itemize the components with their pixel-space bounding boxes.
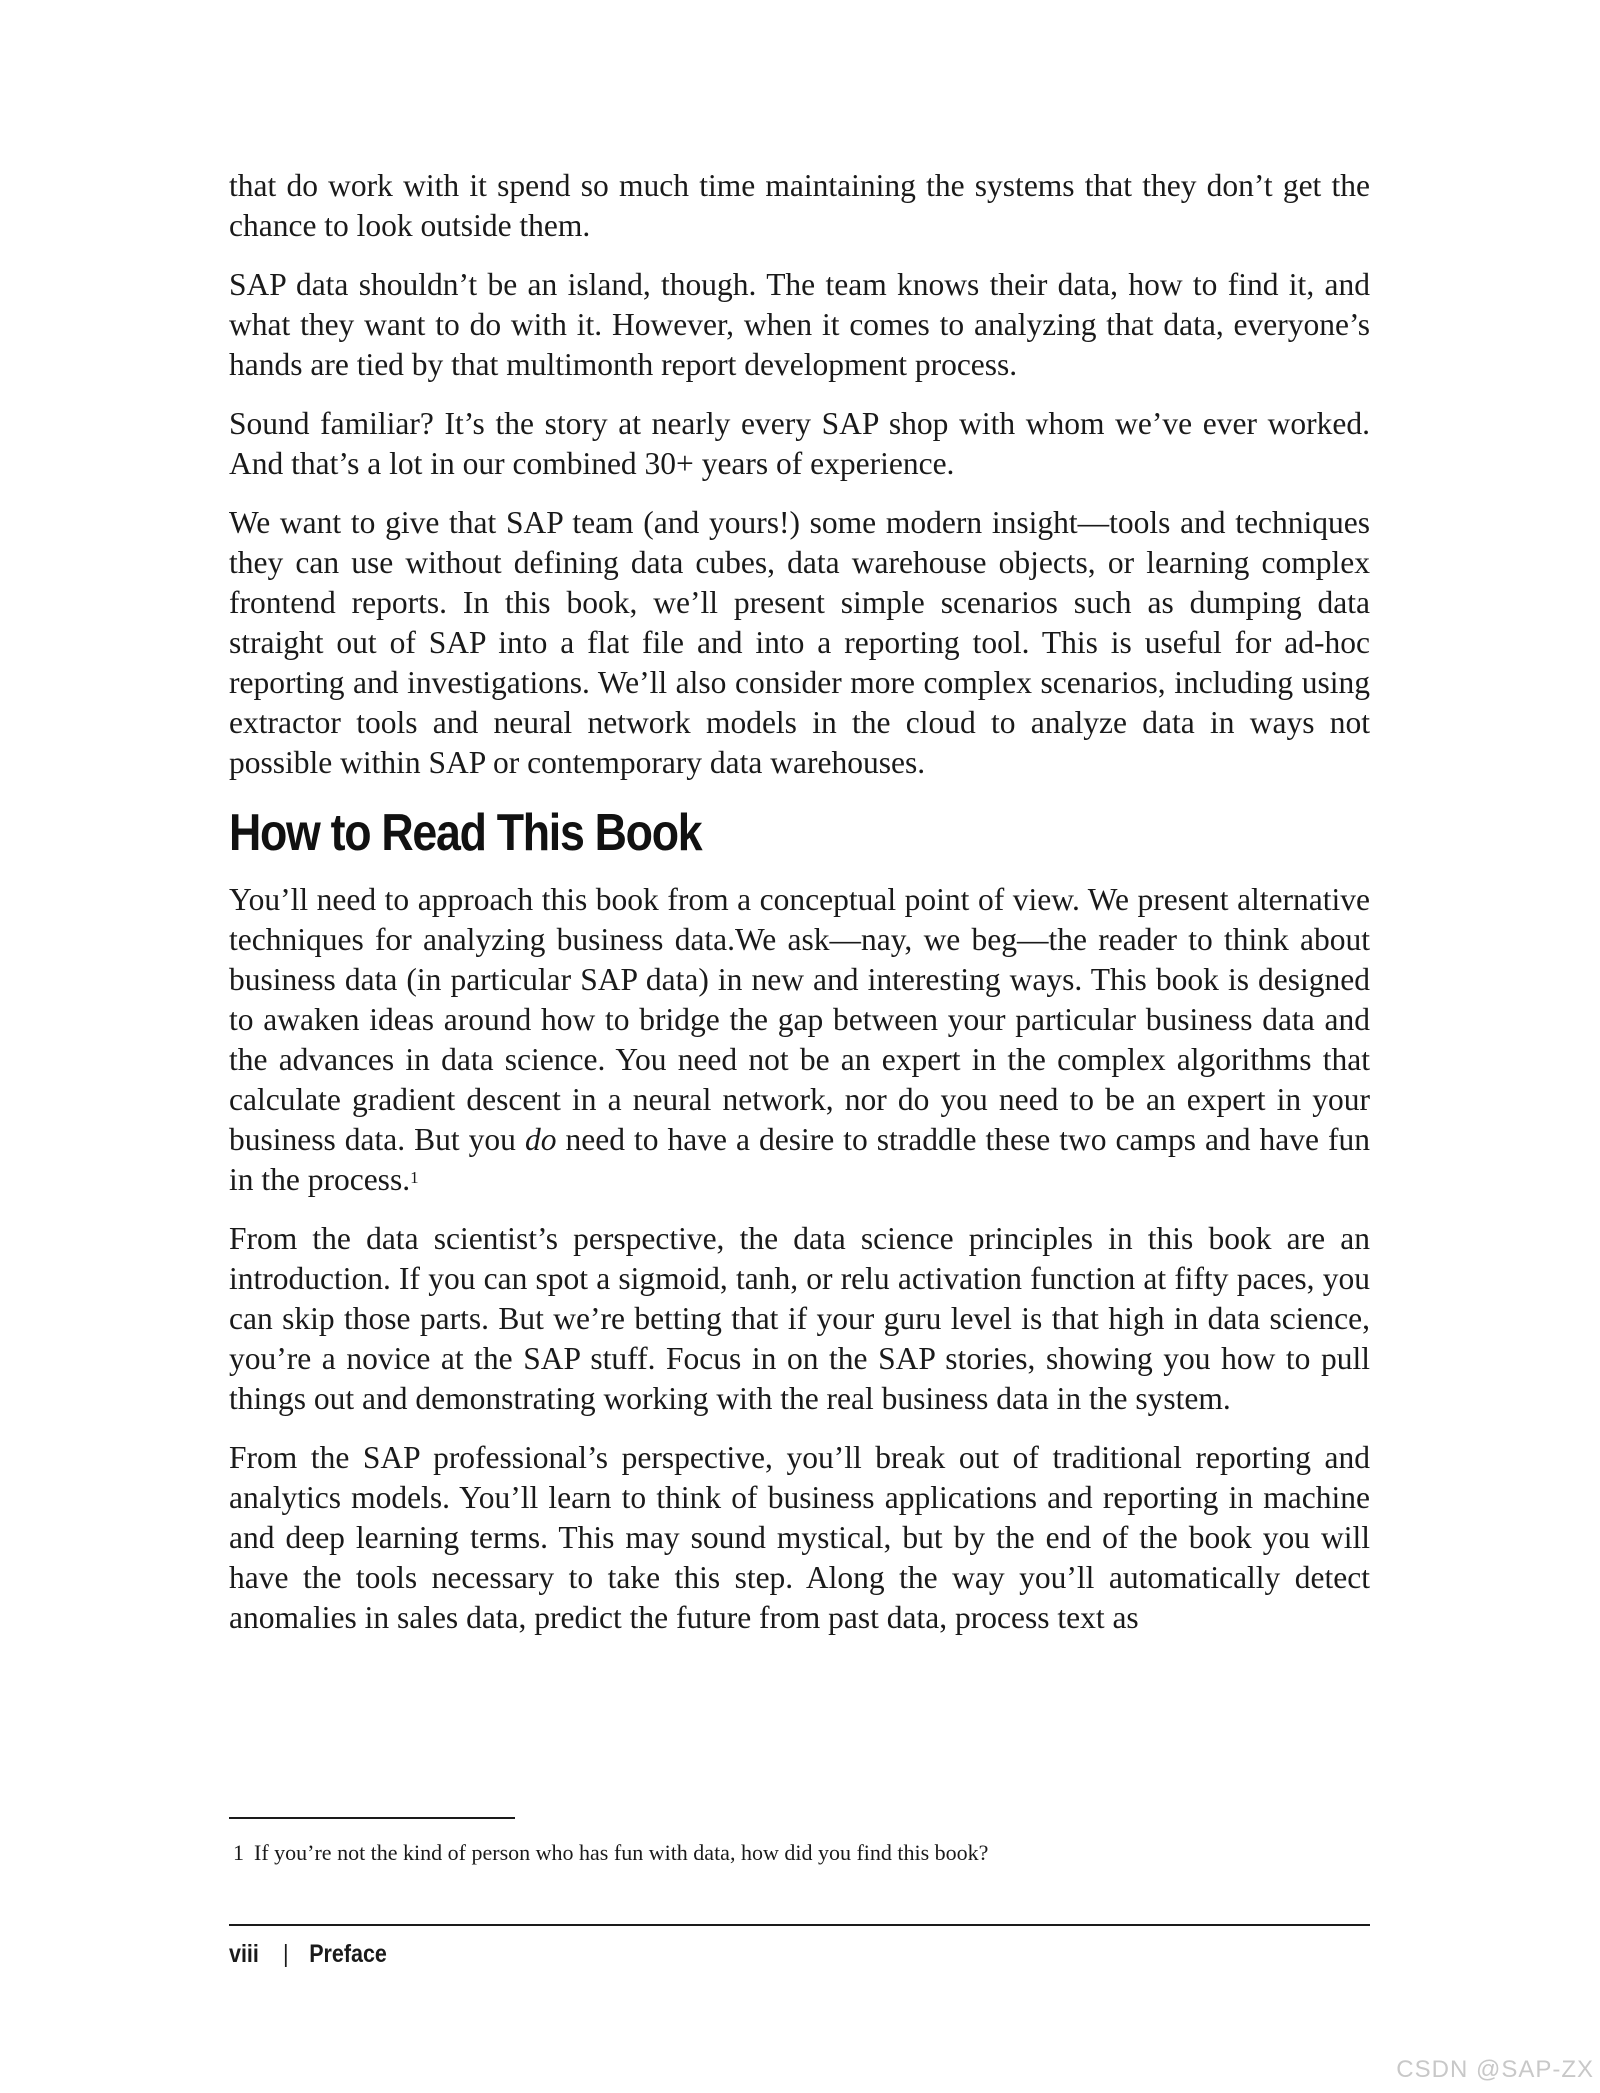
section-paragraph-1-text: You’ll need to approach this book from a conceptual point of view. We present alternative techniques for analyzing business data.We ask—nay, we beg—the reader to think about business data (in particular SAP data) in new and interesting ways. This book is designed to awaken ideas around how to bridge the gap between your particular business data and the advances in data science. You need not be an expert in the complex algorithms that calculate gradient descent in a neural network, nor do you need to be an expert in your business data. But you xyxy=(229,882,1370,1157)
page-number: viii xyxy=(229,1940,259,1968)
footnote-divider xyxy=(229,1817,515,1819)
watermark: CSDN @SAP-ZX xyxy=(1396,2056,1594,2083)
footnote-reference[interactable]: 1 xyxy=(410,1168,419,1187)
section-paragraph-3: From the SAP professional’s perspective, you’ll break out of traditional reporting and analytics models. You’ll learn to think of business applications and reporting in machine and deep learning terms. This may sound mystical, but by the end of the book you will have the tools necessary to take this step. Along the way you’ll automatically detect anomalies in sales data, predict the future from past data, process text as xyxy=(229,1440,1370,1635)
section-heading: How to Read This Book xyxy=(229,804,702,862)
intro-paragraph-1: that do work with it spend so much time maintaining the systems that they don’t get the chance to look outside them. xyxy=(229,168,1370,243)
section-paragraph-1 xyxy=(229,880,1370,1200)
page-footer xyxy=(229,1938,387,1970)
footnote xyxy=(233,1838,1370,1868)
footnote-text: If you’re not the kind of person who has fun with data, how did you find this book? xyxy=(254,1840,989,1865)
page-body xyxy=(229,166,1370,1657)
emphasis-do: do xyxy=(524,1122,557,1157)
section-paragraph-2: From the data scientist’s perspective, the data science principles in this book are an introduction. If you can spot a sigmoid, tanh, or relu activation function at fifty paces, you can skip those parts. But we’re betting that if your guru level is that high in data science, you’re a novice at the SAP stuff. Focus in on the SAP stories, showing you how to pull things out and demonstrating working with the real business data in the system. xyxy=(229,1221,1370,1416)
footer-section-name: Preface xyxy=(309,1940,387,1968)
section-paragraph-1-text-end: need to have a desire to straddle these two camps and have fun in the process. xyxy=(229,1122,1370,1197)
footnote-number: 1 xyxy=(233,1840,244,1865)
footer-divider xyxy=(229,1924,1370,1926)
intro-paragraph-4: We want to give that SAP team (and yours!) some modern insight—tools and techniques they can use without defining data cubes, data warehouse objects, or learning complex frontend reports. In this book, we’ll present simple scenarios such as dumping data straight out of SAP into a flat file and into a reporting tool. This is useful for ad-hoc reporting and investigations. We’ll also consider more complex scenarios, including using extractor tools and neural network models in the cloud to analyze data in ways not possible within SAP or contemporary data warehouses. xyxy=(229,505,1370,780)
footer-separator: | xyxy=(282,1940,289,1968)
intro-paragraph-3: Sound familiar? It’s the story at nearly every SAP shop with whom we’ve ever worked. And that’s a lot in our combined 30+ years of experience. xyxy=(229,406,1370,481)
intro-paragraph-2: SAP data shouldn’t be an island, though. The team knows their data, how to find it, and what they want to do with it. However, when it comes to analyzing that data, everyone’s hands are tied by that multimonth report development process. xyxy=(229,267,1370,382)
